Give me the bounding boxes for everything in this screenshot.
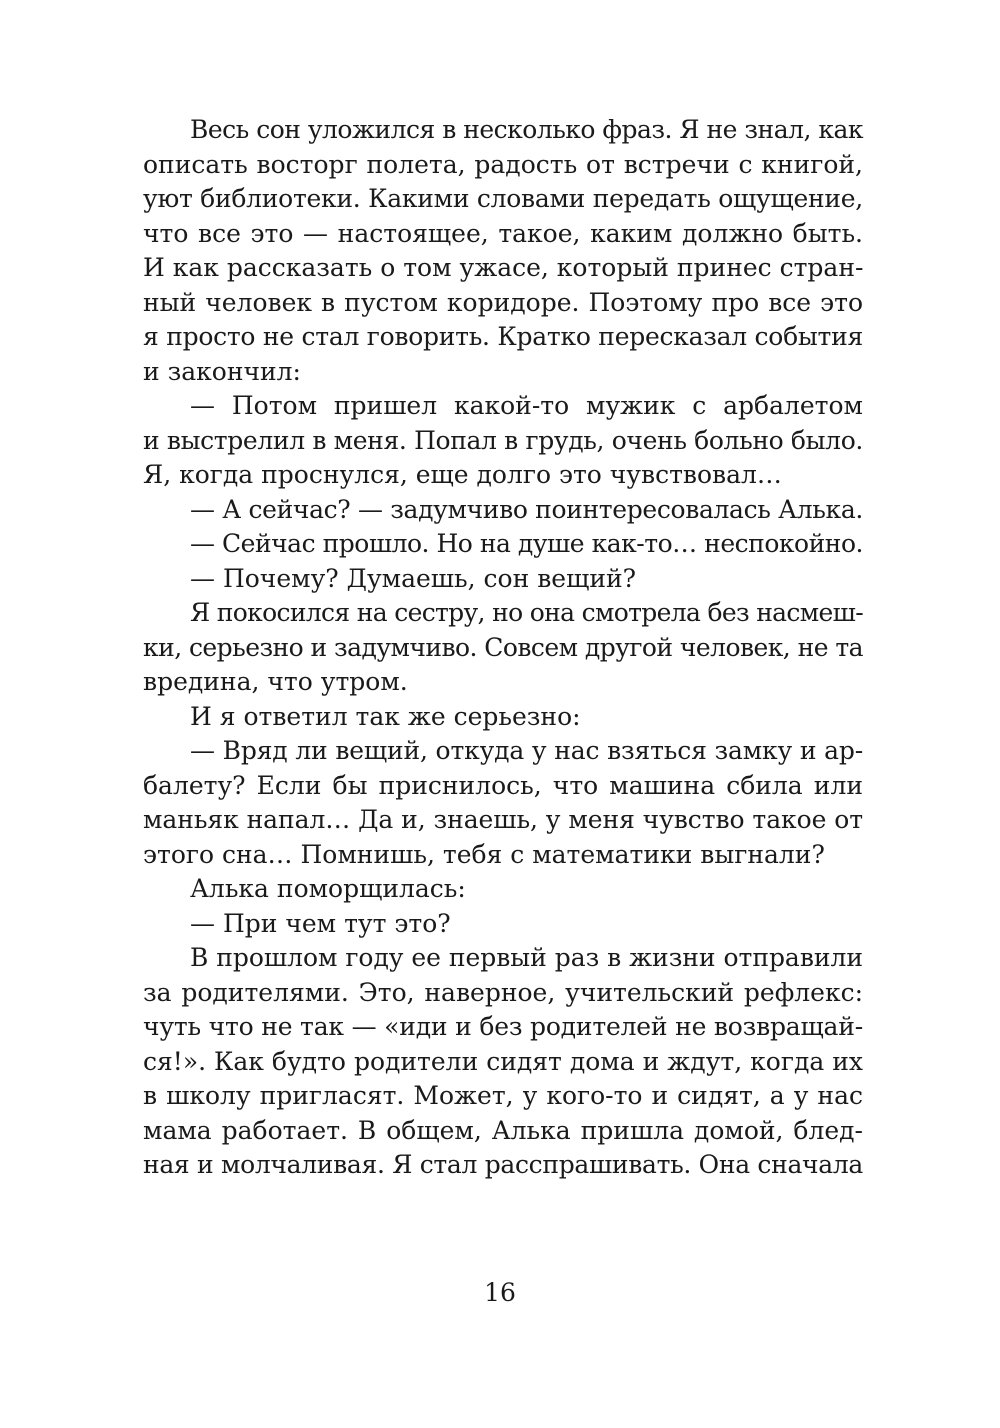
text-line: ся!». Как будто родители сидят дома и ждут, когда их bbox=[143, 1046, 863, 1076]
text-line: Я покосился на сестру, но она смотрела без насмеш- bbox=[190, 598, 863, 627]
text-line: Алька поморщилась: bbox=[190, 874, 466, 903]
text-line: Весь сон уложился в несколько фраз. Я не знал, как bbox=[190, 115, 863, 144]
page-number: 16 bbox=[484, 1278, 516, 1307]
body-text bbox=[143, 113, 863, 1183]
text-line: что все это — настоящее, такое, каким должно быть. bbox=[143, 218, 863, 248]
text-line: ный человек в пустом коридоре. Поэтому про все это bbox=[143, 287, 863, 317]
text-line: маньяк напал… Да и, знаешь, у меня чувство такое от bbox=[143, 805, 864, 834]
text-line: Я, когда проснулся, еще долго это чувствовал… bbox=[143, 460, 782, 489]
text-line: вредина, что утром. bbox=[143, 667, 408, 696]
text-line: — А сейчас? — задумчиво поинтересовалась Алька. bbox=[190, 494, 863, 524]
text-line: балету? Если бы приснилось, что машина сбила или bbox=[143, 770, 863, 800]
text-line: за родителями. Это, наверное, учительский рефлекс: bbox=[143, 977, 863, 1007]
text-line: я просто не стал говорить. Кратко пересказал события bbox=[143, 322, 863, 351]
text-line: в школу пригласят. Может, у кого-то и сидят, а у нас bbox=[143, 1081, 863, 1110]
text-line: — Почему? Думаешь, сон вещий? bbox=[190, 563, 637, 593]
text-line: ки, серьезно и задумчиво. Совсем другой человек, не та bbox=[143, 632, 863, 662]
text-line: И как рассказать о том ужасе, который принес стран- bbox=[143, 253, 864, 282]
text-line: — При чем тут это? bbox=[190, 908, 451, 938]
text-line: и выстрелил в меня. Попал в грудь, очень больно было. bbox=[143, 425, 863, 455]
text-line: И я ответил так же серьезно: bbox=[190, 701, 581, 731]
text-line: — Потом пришел какой-то мужик с арбалетом bbox=[190, 391, 863, 420]
text-line: описать восторг полета, радость от встречи с книгой, bbox=[143, 149, 863, 179]
text-line: — Сейчас прошло. Но на душе как-то… неспокойно. bbox=[190, 529, 864, 558]
text-line: В прошлом году ее первый раз в жизни отправили bbox=[190, 943, 863, 972]
text-line: и закончил: bbox=[143, 356, 301, 386]
text-line: чуть что не так — «иди и без родителей не возвращай- bbox=[143, 1012, 863, 1041]
text-line: этого сна… Помнишь, тебя с математики выгнали? bbox=[143, 839, 825, 869]
text-line: мама работает. В общем, Алька пришла домой, блед- bbox=[143, 1115, 863, 1145]
text-line: уют библиотеки. Какими словами передать ощущение, bbox=[143, 184, 863, 213]
text-line: ная и молчаливая. Я стал расспрашивать. Она сначала bbox=[143, 1150, 863, 1179]
text-line: — Вряд ли вещий, откуда у нас взяться замку и ар- bbox=[190, 736, 863, 765]
